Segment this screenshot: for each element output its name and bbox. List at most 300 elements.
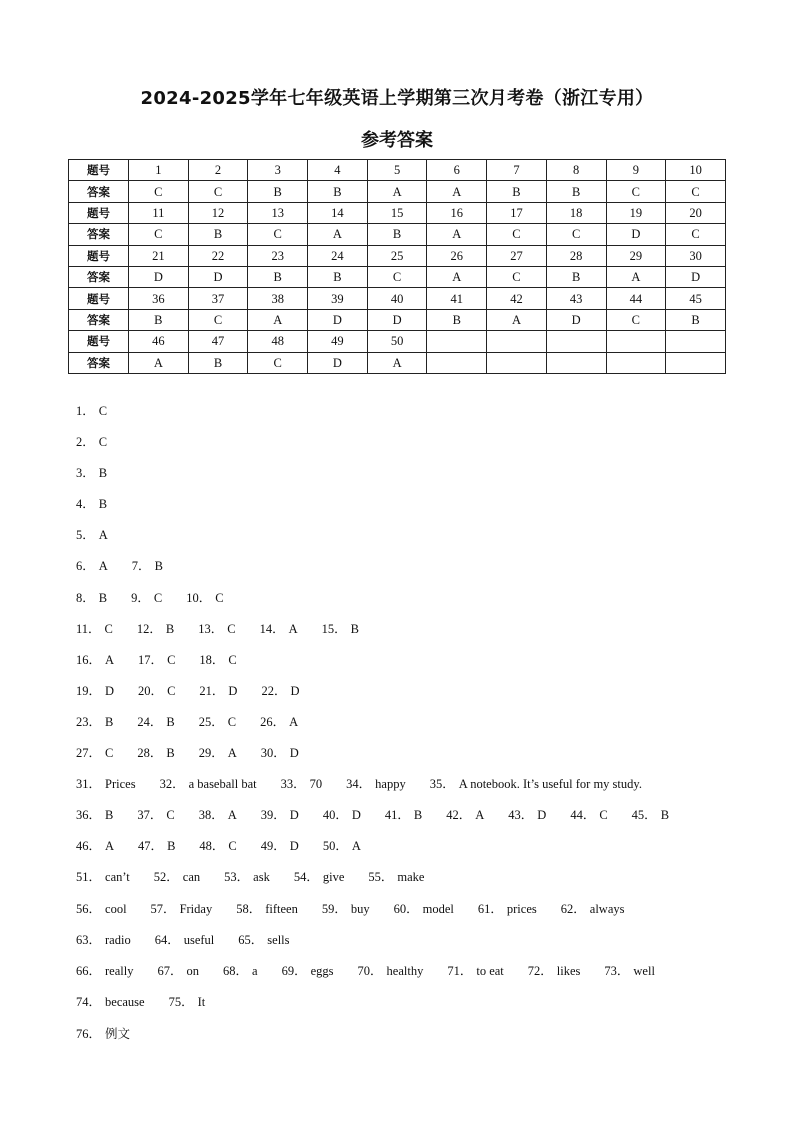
question-number: 26． [260, 714, 286, 729]
question-number: 35． [429, 777, 455, 792]
question-number: 31． [76, 777, 102, 792]
question-number: 16． [76, 652, 102, 667]
table-cell: 10 [666, 160, 726, 181]
answer-item [76, 1018, 130, 1050]
answer-item [76, 427, 107, 458]
table-cell: C [666, 224, 726, 245]
table-cell: A [487, 309, 547, 330]
table-cell: 41 [427, 288, 487, 309]
question-number: 10． [186, 590, 212, 605]
table-cell: 30 [666, 245, 726, 266]
answer-text: A notebook. It’s useful for my study. [458, 777, 642, 792]
row-label: 题号 [69, 160, 129, 181]
answer-text: model [422, 901, 454, 916]
row-label: 题号 [69, 288, 129, 309]
answer-text: Friday [179, 901, 213, 916]
question-number: 41． [384, 808, 410, 823]
answer-item [137, 738, 174, 769]
answer-text: C [167, 652, 176, 667]
row-label: 答案 [69, 224, 129, 245]
answer-text: cool [105, 901, 127, 916]
answer-text: B [98, 590, 108, 605]
answer-text: A [475, 808, 485, 823]
question-number: 57． [150, 901, 176, 916]
question-number: 56． [76, 901, 102, 916]
table-cell: C [487, 224, 547, 245]
table-cell: C [367, 266, 427, 287]
table-cell: 29 [606, 245, 666, 266]
answer-text: It [197, 994, 206, 1009]
answer-text: C [98, 435, 108, 450]
answer-text: B [166, 746, 175, 761]
answer-line [76, 925, 756, 956]
answer-item [478, 894, 537, 925]
table-cell: 19 [606, 202, 666, 223]
table-cell: C [188, 181, 248, 202]
table-cell: B [308, 181, 368, 202]
table-row [69, 160, 726, 181]
table-cell: A [308, 224, 368, 245]
question-number: 11． [76, 621, 101, 636]
question-number: 12． [136, 621, 162, 636]
answer-text: C [98, 404, 108, 418]
answer-item [137, 800, 174, 831]
answer-line [76, 427, 756, 458]
answer-item [76, 987, 145, 1018]
answer-table [68, 159, 726, 374]
answer-text: C [227, 714, 237, 729]
table-cell: C [188, 309, 248, 330]
answer-item [76, 583, 107, 614]
answer-text: sells [267, 932, 290, 947]
answer-item [169, 987, 206, 1018]
answer-item [323, 831, 361, 862]
row-label: 答案 [69, 352, 129, 373]
answer-text: C [599, 808, 608, 823]
answer-text: A [98, 528, 108, 543]
table-cell: A [129, 352, 189, 373]
answer-text: B [165, 621, 175, 636]
question-number: 23． [76, 714, 102, 729]
answer-text: A [227, 808, 237, 823]
answer-item [137, 614, 174, 645]
row-label: 答案 [69, 181, 129, 202]
question-number: 64． [154, 932, 180, 947]
answer-text: C [166, 808, 175, 823]
question-number: 53． [224, 870, 250, 885]
answer-text: prices [506, 901, 537, 916]
answer-item [154, 862, 200, 893]
table-cell: B [367, 224, 427, 245]
table-cell: 6 [427, 160, 487, 181]
answer-text: A [105, 839, 115, 854]
answer-item [199, 800, 237, 831]
answer-item [528, 956, 581, 987]
answer-item [223, 956, 258, 987]
row-label: 答案 [69, 266, 129, 287]
table-cell: 2 [188, 160, 248, 181]
answer-line [76, 831, 756, 862]
answer-text: Prices [105, 777, 136, 792]
row-label: 题号 [69, 202, 129, 223]
answer-text: a baseball bat [188, 777, 257, 792]
answer-item [132, 551, 163, 582]
table-row [69, 245, 726, 266]
answer-line [76, 738, 756, 769]
answer-item [76, 520, 108, 551]
table-cell: D [188, 266, 248, 287]
answer-item [199, 831, 236, 862]
answer-text: always [589, 901, 625, 916]
table-cell: C [666, 181, 726, 202]
table-cell: D [367, 309, 427, 330]
question-number: 17． [138, 652, 164, 667]
answer-line [76, 489, 756, 520]
answer-item [76, 551, 108, 582]
answer-text: make [397, 870, 425, 885]
answer-item [76, 396, 107, 427]
table-row [69, 224, 726, 245]
answer-text: C [227, 621, 236, 636]
answer-item [76, 800, 113, 831]
answer-text: D [289, 839, 299, 854]
question-number: 43． [508, 808, 534, 823]
answer-item [199, 707, 236, 738]
answer-table-body [69, 160, 726, 374]
answer-text: well [633, 963, 655, 978]
answer-line [76, 987, 756, 1018]
table-cell: A [367, 181, 427, 202]
question-number: 18． [199, 652, 225, 667]
table-row [69, 309, 726, 330]
row-label: 题号 [69, 331, 129, 352]
question-number: 75． [168, 994, 194, 1009]
answer-item [199, 645, 236, 676]
question-number: 38． [198, 808, 224, 823]
answer-text: B [98, 497, 108, 512]
question-number: 61． [477, 901, 503, 916]
answer-text: C [167, 683, 176, 698]
question-number: 65． [238, 932, 264, 947]
answer-item [76, 676, 114, 707]
table-cell: 37 [188, 288, 248, 309]
answer-item [76, 645, 114, 676]
table-cell: B [308, 266, 368, 287]
answer-line [76, 520, 756, 551]
table-cell: A [427, 224, 487, 245]
table-cell: 8 [546, 160, 606, 181]
question-number: 60． [393, 901, 419, 916]
answer-text: D [228, 683, 238, 698]
row-label: 答案 [69, 309, 129, 330]
answer-text: B [105, 714, 114, 729]
answer-item [430, 769, 642, 800]
table-cell: 7 [487, 160, 547, 181]
table-cell: A [427, 266, 487, 287]
answer-item [76, 925, 131, 956]
table-cell: 42 [487, 288, 547, 309]
answer-text: A [227, 746, 237, 761]
table-cell: 11 [129, 202, 189, 223]
answer-item [323, 800, 361, 831]
question-number: 68． [223, 963, 249, 978]
table-cell: 4 [308, 160, 368, 181]
table-cell: 47 [188, 331, 248, 352]
answer-text: B [98, 466, 108, 481]
answer-item [186, 583, 223, 614]
answer-item [260, 614, 298, 645]
table-cell [606, 352, 666, 373]
answer-item [157, 956, 199, 987]
answer-item [508, 800, 546, 831]
question-number: 63． [76, 932, 102, 947]
answer-item [604, 956, 655, 987]
question-number: 74． [76, 994, 102, 1009]
table-cell: C [606, 309, 666, 330]
answer-text: D [105, 683, 115, 698]
answer-item [446, 800, 484, 831]
table-cell: 15 [367, 202, 427, 223]
question-number: 5． [76, 528, 95, 543]
question-number: 70． [357, 963, 383, 978]
answer-text: B [660, 808, 670, 823]
question-number: 34． [346, 777, 372, 792]
table-cell: 3 [248, 160, 308, 181]
answer-item [260, 707, 298, 738]
table-cell: 14 [308, 202, 368, 223]
table-cell [487, 352, 547, 373]
answer-item [76, 707, 113, 738]
table-cell: B [129, 309, 189, 330]
table-cell: A [427, 181, 487, 202]
answer-line [76, 894, 756, 925]
answer-item [198, 614, 235, 645]
answer-item [346, 769, 406, 800]
table-row [69, 202, 726, 223]
question-number: 13． [198, 621, 224, 636]
answer-text: B [167, 839, 176, 854]
table-cell: 36 [129, 288, 189, 309]
answer-line [76, 645, 756, 676]
answer-text: C [105, 746, 114, 761]
answer-text: eggs [310, 963, 334, 978]
answer-text: D [537, 808, 547, 823]
table-cell: 49 [308, 331, 368, 352]
question-number: 76． [76, 1026, 102, 1041]
answer-text: A [105, 652, 115, 667]
answer-line [76, 458, 756, 489]
answer-line [76, 769, 756, 800]
answer-text: D [289, 808, 299, 823]
answer-line [76, 396, 756, 427]
answer-item [570, 800, 607, 831]
table-cell: 23 [248, 245, 308, 266]
table-cell [487, 331, 547, 352]
answer-item [76, 738, 113, 769]
table-cell: 18 [546, 202, 606, 223]
answer-text: B [105, 808, 114, 823]
answer-item [561, 894, 625, 925]
answer-item [294, 862, 345, 893]
table-cell [546, 352, 606, 373]
question-number: 59． [321, 901, 347, 916]
answer-text: A [98, 559, 108, 574]
question-number: 37． [137, 808, 163, 823]
question-number: 8． [76, 590, 95, 605]
table-cell: D [606, 224, 666, 245]
answer-text: buy [350, 901, 370, 916]
answer-text: C [215, 590, 224, 605]
answer-line [76, 800, 756, 831]
table-cell: B [666, 309, 726, 330]
answer-item [261, 676, 299, 707]
table-cell: B [188, 352, 248, 373]
table-cell: 1 [129, 160, 189, 181]
table-cell: D [666, 266, 726, 287]
question-number: 40． [322, 808, 348, 823]
answer-item [236, 894, 298, 925]
question-number: 4． [76, 497, 95, 512]
question-number: 46． [76, 839, 102, 854]
question-number: 47． [138, 839, 164, 854]
answer-item [322, 614, 359, 645]
question-number: 55． [368, 870, 394, 885]
table-cell: 38 [248, 288, 308, 309]
answer-item [76, 831, 114, 862]
table-cell [546, 331, 606, 352]
answer-item [322, 894, 370, 925]
answer-text: C [228, 652, 237, 667]
answer-text: healthy [386, 963, 424, 978]
question-number: 62． [560, 901, 586, 916]
answer-item [76, 956, 133, 987]
answer-text: A [351, 839, 361, 854]
question-number: 1． [76, 404, 95, 418]
answer-text: B [154, 559, 163, 574]
question-number: 22． [261, 683, 287, 698]
answer-item [385, 800, 422, 831]
table-cell: 45 [666, 288, 726, 309]
table-cell [606, 331, 666, 352]
answer-item [394, 894, 454, 925]
answer-text: ask [253, 870, 270, 885]
table-cell [666, 352, 726, 373]
table-cell: B [427, 309, 487, 330]
question-number: 3． [76, 466, 95, 481]
table-row [69, 266, 726, 287]
question-number: 71． [447, 963, 473, 978]
answer-item [282, 956, 334, 987]
question-number: 7． [131, 559, 151, 574]
question-number: 28． [137, 746, 163, 761]
table-row [69, 181, 726, 202]
question-number: 14． [259, 621, 285, 636]
answer-text: D [290, 683, 300, 698]
answer-text: C [228, 839, 237, 854]
question-number: 58． [236, 901, 262, 916]
answer-item [138, 676, 175, 707]
answer-list [76, 396, 756, 1049]
question-number: 42． [446, 808, 472, 823]
answer-item [281, 769, 323, 800]
table-cell: 28 [546, 245, 606, 266]
question-number: 30． [260, 746, 286, 761]
table-cell: A [248, 309, 308, 330]
answer-text: C [104, 621, 113, 636]
table-cell: C [129, 181, 189, 202]
answer-text: give [322, 870, 345, 885]
answer-item [155, 925, 215, 956]
question-number: 29． [198, 746, 224, 761]
table-cell: D [546, 309, 606, 330]
answer-item [76, 614, 113, 645]
answer-item [368, 862, 424, 893]
question-number: 48． [199, 839, 225, 854]
answer-text: can’t [105, 870, 130, 885]
answer-line [76, 583, 756, 614]
answer-text: B [413, 808, 423, 823]
table-cell: A [367, 352, 427, 373]
answer-item [632, 800, 669, 831]
answer-line [76, 1018, 756, 1049]
answer-text: A [289, 714, 299, 729]
answer-line [76, 956, 756, 987]
question-number: 6． [76, 559, 95, 574]
table-cell: 43 [546, 288, 606, 309]
question-number: 51． [76, 870, 102, 885]
table-cell: B [248, 266, 308, 287]
table-cell [666, 331, 726, 352]
table-cell: 9 [606, 160, 666, 181]
table-cell: A [606, 266, 666, 287]
question-number: 44． [570, 808, 596, 823]
answer-text: D [351, 808, 361, 823]
answer-text: D [289, 746, 299, 761]
answer-item [76, 458, 107, 489]
table-cell: C [487, 266, 547, 287]
answer-text: a [252, 963, 258, 978]
table-cell: 50 [367, 331, 427, 352]
answer-item [76, 862, 130, 893]
table-cell: D [308, 309, 368, 330]
answer-text: 例文 [105, 1025, 131, 1041]
question-number: 15． [321, 621, 347, 636]
answer-item [358, 956, 424, 987]
answer-text: B [166, 714, 175, 729]
answer-line [76, 614, 756, 645]
answer-item [131, 583, 162, 614]
table-cell: 16 [427, 202, 487, 223]
answer-text: radio [105, 932, 131, 947]
answer-item [160, 769, 257, 800]
question-number: 52． [153, 870, 179, 885]
table-cell: 17 [487, 202, 547, 223]
table-cell: B [188, 224, 248, 245]
question-number: 45． [631, 808, 657, 823]
table-cell: B [546, 181, 606, 202]
question-number: 21． [199, 683, 225, 698]
table-cell: 40 [367, 288, 427, 309]
table-cell: 44 [606, 288, 666, 309]
answer-item [76, 769, 136, 800]
table-cell [427, 331, 487, 352]
answer-item [138, 831, 175, 862]
row-label: 题号 [69, 245, 129, 266]
table-cell: C [129, 224, 189, 245]
question-number: 36． [76, 808, 102, 823]
table-cell [427, 352, 487, 373]
answer-item [261, 800, 299, 831]
